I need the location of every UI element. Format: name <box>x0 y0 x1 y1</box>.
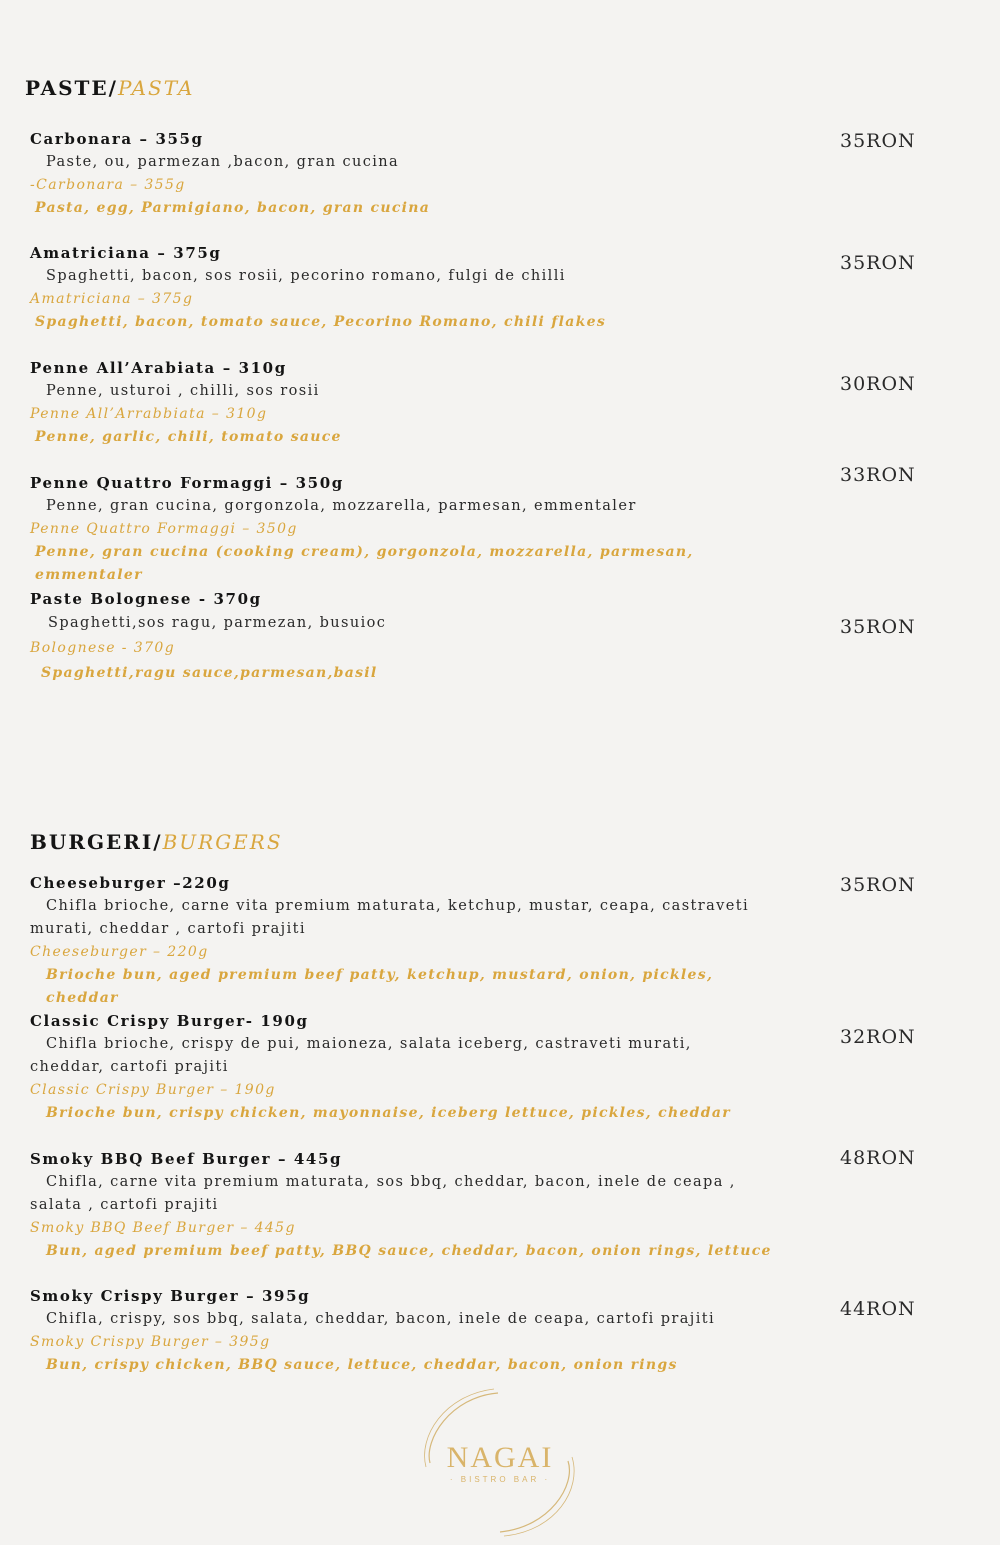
menu-item-amatriciana <box>30 242 800 334</box>
item-description: Spaghetti,sos ragu, parmezan, busuioc <box>48 615 387 631</box>
item-price: 32RON <box>840 1026 916 1048</box>
logo-wordmark: NAGAI <box>446 1441 554 1474</box>
item-description: Chifla, crispy, sos bbq, salata, cheddar, bacon, inele de ceapa, cartofi prajiti <box>46 1311 715 1327</box>
menu-item-quattro-formaggi <box>30 472 800 587</box>
item-name-en: Penne All’Arrabbiata – 310g <box>30 406 268 422</box>
menu-item-smoky-crispy-burger <box>30 1285 790 1377</box>
item-description-en: Penne, gran cucina (cooking cream), gorgonzola, mozzarella, parmesan, emmentaler <box>35 544 694 583</box>
item-name-en: -Carbonara – 355g <box>30 177 186 193</box>
item-description: Penne, usturoi , chilli, sos rosii <box>46 383 320 399</box>
item-name-en: Penne Quattro Formaggi – 350g <box>30 521 298 537</box>
item-description: Chifla brioche, crispy de pui, maioneza, salata iceberg, castraveti murati, cheddar, cartofi prajiti <box>30 1036 692 1075</box>
item-price: 33RON <box>840 464 916 486</box>
menu-item-classic-crispy-burger <box>30 1010 750 1125</box>
nagai-logo <box>410 1385 590 1540</box>
item-price: 48RON <box>840 1147 916 1169</box>
item-name-en: Classic Crispy Burger – 190g <box>30 1082 276 1098</box>
item-description-en: Penne, garlic, chili, tomato sauce <box>35 429 342 445</box>
item-name: Smoky Crispy Burger – 395g <box>30 1287 311 1305</box>
section-title-ro: PASTE/ <box>25 76 118 100</box>
item-name-en: Amatriciana – 375g <box>30 291 194 307</box>
item-price: 35RON <box>840 252 916 274</box>
menu-item-cheeseburger <box>30 872 750 1010</box>
item-description: Paste, ou, parmezan ,bacon, gran cucina <box>46 154 400 170</box>
item-description-en: Bun, crispy chicken, BBQ sauce, lettuce, cheddar, bacon, onion rings <box>46 1357 678 1373</box>
item-name: Smoky BBQ Beef Burger – 445g <box>30 1150 343 1168</box>
section-title-ro: BURGERI/ <box>30 830 163 854</box>
burger-section-title <box>30 830 283 854</box>
menu-item-smoky-bbq-beef-burger <box>30 1148 790 1263</box>
item-description: Penne, gran cucina, gorgonzola, mozzarella, parmesan, emmentaler <box>46 498 637 514</box>
item-name: Penne All’Arabiata – 310g <box>30 359 287 377</box>
section-title-en: BURGERS <box>162 830 283 854</box>
item-price: 30RON <box>840 373 916 395</box>
item-name: Carbonara – 355g <box>30 130 204 148</box>
menu-item-carbonara <box>30 128 800 220</box>
item-name-en: Bolognese - 370g <box>30 640 176 656</box>
item-description-en: Spaghetti, bacon, tomato sauce, Pecorino Romano, chili flakes <box>35 314 607 330</box>
item-name: Amatriciana – 375g <box>30 244 222 262</box>
item-name: Cheeseburger –220g <box>30 874 231 892</box>
logo-tagline: · BISTRO BAR · <box>449 1475 551 1484</box>
logo-arcs-icon <box>410 1385 590 1540</box>
item-name-en: Cheeseburger – 220g <box>30 944 209 960</box>
item-description-en: Brioche bun, crispy chicken, mayonnaise, iceberg lettuce, pickles, cheddar <box>46 1105 731 1121</box>
menu-item-bolognese <box>30 588 800 686</box>
item-name: Paste Bolognese - 370g <box>30 590 262 608</box>
item-description-en: Pasta, egg, Parmigiano, bacon, gran cucina <box>35 200 431 216</box>
item-price: 44RON <box>840 1298 916 1320</box>
item-description: Chifla, carne vita premium maturata, sos bbq, cheddar, bacon, inele de ceapa , salata , cartofi prajiti <box>30 1174 736 1213</box>
item-name-en: Smoky BBQ Beef Burger – 445g <box>30 1220 296 1236</box>
item-description-en: Bun, aged premium beef patty, BBQ sauce, cheddar, bacon, onion rings, lettuce <box>46 1243 772 1259</box>
item-price: 35RON <box>840 616 916 638</box>
section-title-en: PASTA <box>117 76 195 100</box>
item-price: 35RON <box>840 130 916 152</box>
item-description-en: Spaghetti,ragu sauce,parmesan,basil <box>41 665 378 681</box>
item-name: Penne Quattro Formaggi – 350g <box>30 474 344 492</box>
item-description: Spaghetti, bacon, sos rosii, pecorino romano, fulgi de chilli <box>46 268 566 284</box>
item-name: Classic Crispy Burger- 190g <box>30 1012 309 1030</box>
pasta-section-title <box>25 76 194 100</box>
item-price: 35RON <box>840 874 916 896</box>
menu-item-arrabbiata <box>30 357 800 449</box>
item-description-en: Brioche bun, aged premium beef patty, ketchup, mustard, onion, pickles, cheddar <box>46 967 714 1006</box>
item-name-en: Smoky Crispy Burger – 395g <box>30 1334 271 1350</box>
item-description: Chifla brioche, carne vita premium maturata, ketchup, mustar, ceapa, castraveti murati, cheddar , cartofi prajiti <box>30 898 749 937</box>
